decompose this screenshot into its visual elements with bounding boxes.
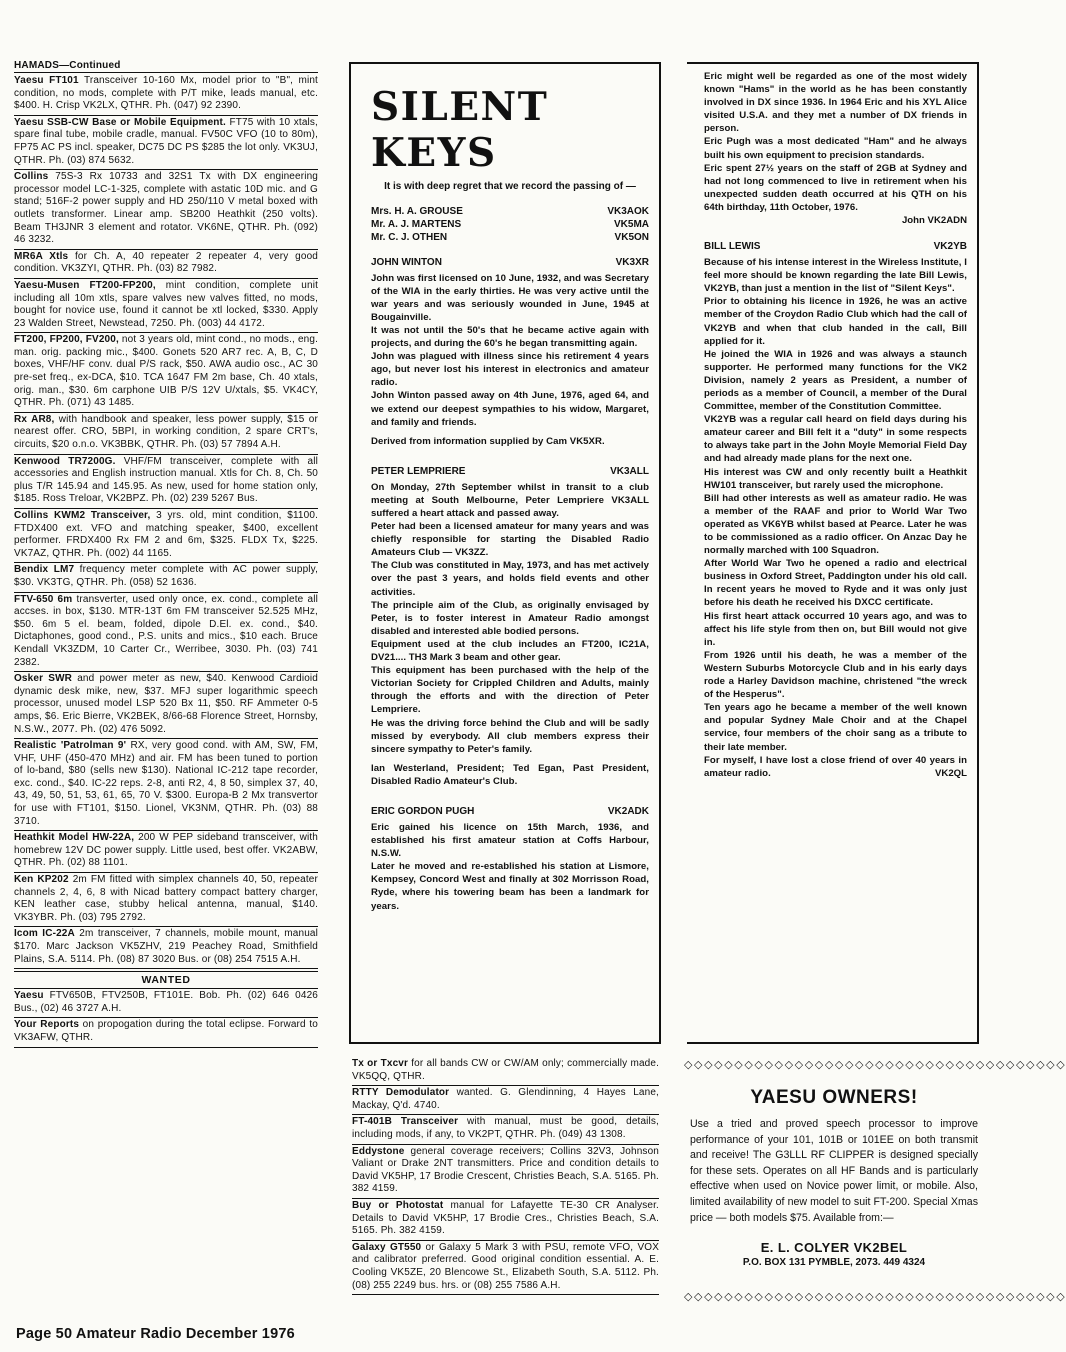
ad-lead: Rx AR8, bbox=[14, 413, 55, 425]
obituary-paragraph: Eric gained his licence on 15th March, 1936, and established his first amateur station at Coffs Harbour, N.S.W. bbox=[371, 821, 649, 860]
silent-keys-box-left bbox=[349, 62, 661, 1044]
wanted-list bbox=[14, 990, 318, 1047]
obituary-paragraph: John Winton passed away on 4th June, 1976, aged 64, and we extend our deepest sympathies to his widow, Margaret, and family and friends. bbox=[371, 390, 649, 428]
obituary-call: VK2YB bbox=[933, 241, 967, 253]
ad-lead: Ken KP202 bbox=[14, 874, 69, 886]
ad-lead: Galaxy GT550 bbox=[352, 1241, 422, 1253]
advert-body: Use a tried and proved speech processor to improve performance of your 101, 101B or 101EE on both transmit and receive! The G3LLL RF CLIPPER is designed specially for these sets. Operates on all HF Bands and is particularly effective when used on Novice power limit, or mobile. Also, limited availability of new model to suit FT-200. Special Xmas price — both models $75. Available from:— bbox=[690, 1118, 978, 1224]
silent-key-name: Mr. C. J. OTHEN bbox=[371, 232, 448, 244]
ad-lead: Realistic 'Patrolman 9' bbox=[14, 740, 127, 752]
obituary-paragraph: John was plagued with illness since his retirement 4 years ago, but never lost his interest in electronics and amateur radio. bbox=[371, 351, 649, 389]
silent-key-entry bbox=[371, 231, 649, 244]
ad-lead: Kenwood TR7200G. bbox=[14, 455, 116, 467]
ad-text: FT75 with 10 xtals, spare final tube, mobile cradle, manual. FV50C VFO (10 to 80m), FP75 AC PS incl. speaker, DC75 DC PS $285 the lot only. VK3UJ, QTHR. Ph. (03) 874 5632. bbox=[14, 116, 318, 166]
classified-ad bbox=[14, 334, 318, 413]
classified-ad bbox=[14, 564, 318, 592]
ad-lead: Buy or Photostat bbox=[352, 1199, 444, 1211]
obituary-name: JOHN WINTON bbox=[371, 256, 442, 268]
silent-key-entry bbox=[371, 218, 649, 231]
obituary-paragraph: His first heart attack occurred 10 years ago, and was to affect his life style from then on, but Bill would not give in. bbox=[704, 610, 967, 648]
obituary-paragraph: Prior to obtaining his licence in 1926, he was an active member of the Croydon Radio Club which had the call of VK2YB and when that club handed in the call, Bill applied for it. bbox=[704, 296, 967, 347]
obituary-paragraph: He joined the WIA in 1926 and was always a staunch supporter. He performed many functions for the VK2 Division, namely 2 years as President, a number of periods as a member of Council, a member of the Dural Committee, member of the Constitution Committee. bbox=[704, 348, 967, 413]
classified-ad bbox=[14, 740, 318, 831]
silent-key-name: Mr. A. J. MARTENS bbox=[371, 219, 462, 231]
ad-text: 75S-3 Rx 10733 and 32S1 Tx with DX engineering processor model LC-1-325, complete with astatic 10D mic. and G stand; 516F-2 power supply and HD 250/110 V metal boxed with outlets transformer. Linear amp. SB200 Heathkit (250 volts). Beam TH3JNR 3 element and rotator. VK6NE, QTHR. Ph. (092) 46 3232. bbox=[14, 171, 318, 246]
ad-lead: Tx or Txcvr bbox=[352, 1058, 409, 1069]
silent-keys-box-right bbox=[687, 62, 979, 1044]
classified-ad bbox=[14, 171, 318, 250]
ad-text: frequency meter complete with AC power supply, $30. VK3TG, QTHR. Ph. (058) 52 1636. bbox=[14, 564, 318, 588]
ad-lead: MR6A Xtls bbox=[14, 250, 69, 262]
ad-text: manual for Lafayette TE-30 CR Analyser. Details to David VK5HP, 17 Brodie Cres., Christies Beach, S.A. 5165. Ph. 382 4159. bbox=[352, 1199, 659, 1237]
diamond-border: ◇◇◇◇◇◇◇◇◇◇◇◇◇◇◇◇◇◇◇◇◇◇◇◇◇◇◇◇◇◇◇◇◇◇◇◇◇◇ bbox=[684, 1059, 1066, 1071]
classified-ad bbox=[14, 874, 318, 927]
ad-text: RX, very good cond. with AM, SW, FM, VHF, UHF (450-470 MHz) and air. FM has been tuned to portion of lo-band, $80 (sells new $130). National IC-212 tape recorder, exc. cond., $40. IC-22 reps. 2-8, anti R2, 4, 8 50, simplex 37, 40, 43, 49, 50, 51, 53, 61, 65, 70 V. $300. Europa-B 2 Mx transvertor for use with FT101, $150. Lionel, VK3NM, QTHR. Ph. (03) 88 3710. bbox=[14, 740, 319, 827]
classified-ad bbox=[14, 673, 318, 739]
classified-ad bbox=[352, 1200, 659, 1241]
ad-text: 2m FM fitted with simplex channels 40, 50, repeater channels 2, 4, 6, 8 with Nicad battery compact battery charger, KEN leather case, stubby helical antenna, manual, $140. VK3YBR. Ph. (03) 795 2792. bbox=[14, 874, 318, 923]
ad-lead: Yaesu FT101 bbox=[14, 75, 79, 86]
classified-ad bbox=[14, 594, 318, 673]
ad-text: 3 yrs. old, mint condition, $1100. FTDX400 ext. VFO and matching speaker, $400, excellent performer. FRDX400 Rx FM 2 and 6m, $325. FLDX Tx, $225. VK7AZ, QTHR. Ph. (002) 44 1165. bbox=[14, 510, 318, 559]
ad-text: or Galaxy 5 Mark 3 with PSU, remote VFO, VOX and calibrator preferred. Good original condition essential. A. E. Cooling VK5ZE, 20 Blencowe St., Elizabeth South, S.A. 5112. Ph. (08) 255 2249 bus. hrs. or (08) 255 7586 A.H. bbox=[352, 1241, 660, 1291]
ad-lead: FT-401B Transceiver bbox=[352, 1116, 459, 1128]
ad-lead: Yaesu SSB-CW Base or Mobile Equipment. bbox=[14, 116, 226, 128]
obituary-name: PETER LEMPRIERE bbox=[371, 465, 466, 477]
classified-ad bbox=[14, 1019, 318, 1047]
silent-key-name: Mrs. H. A. GROUSE bbox=[371, 206, 463, 217]
classified-ad bbox=[352, 1116, 659, 1144]
obituary-paragraph: Eric spent 27½ years on the staff of 2GB at Sydney and had not long commenced to live in retirement when his unexpected sudden death occurred at his QTH on his 64th birthday, 11th October, 1976. bbox=[704, 162, 967, 213]
classified-ad bbox=[14, 117, 318, 170]
obituary-paragraph: The Club was constituted in May, 1973, and has met actively over the past 3 years, and holds field events and other activities. bbox=[371, 560, 649, 598]
wanted-heading: WANTED bbox=[14, 971, 318, 989]
silent-key-call: VK5ON bbox=[614, 232, 649, 244]
silent-keys-intro: It is with deep regret that we record the passing of — bbox=[384, 181, 636, 192]
ad-text: and power meter as new, $40. Kenwood Cardioid dynamic desk mike, new, $37. MFJ super logarithmic speech processor, unused model LSP 520 Bx 11, $50. RF Ammeter 0-5 amps, $6. Eric Bierre, VK2BEK, 8/66-68 Florence Street, Hornsby, N.S.W., 2077. Ph. (02) 476 5092. bbox=[14, 673, 318, 735]
ad-text: with handbook and speaker, less power supply, $15 or nearest offer. CRO, 5BPI, in working condition, 2 spare CRT's, circuits, $20 o.n.o. VK3BBK, QTHR. Ph. (03) 57 7894 A.H. bbox=[14, 413, 318, 451]
obituary-signature: John VK2ADN bbox=[901, 215, 967, 227]
obituary-credit: Derived from information supplied by Cam VK5XR. bbox=[371, 435, 605, 447]
obituary-lempriere-text bbox=[371, 481, 649, 756]
hamads-heading: HAMADS—Continued bbox=[14, 60, 318, 73]
obituary-paragraph: Bill had other interests as well as amateur radio. He was a member of the RAAF and prior to World War Two operated as VK6YB whilst based at Pearce. Later he was to be commissioned as a radio officer. On Anzac Day he normally marched with 100 Squadron. bbox=[704, 492, 967, 557]
advert-title: YAESU OWNERS! bbox=[750, 1087, 918, 1108]
ad-text: 2m transceiver, 7 channels, mobile mount, manual $170. Marc Jackson VK5ZHV, 219 Peachey Road, Smithfield Plains, S.A. 5114. Ph. (08) 87 3020 Bus. or (08) 254 7515 A.H. bbox=[14, 928, 318, 965]
ad-text: general coverage receivers; Collins 32V3, Johnson Valiant or Drake 2NT transmitters. Price and condition details to David VK5HP, 17 Brodie Crescent, Christies Beach, S.A. 5165. Ph. 382 4159. bbox=[352, 1145, 659, 1195]
silent-keys-list bbox=[371, 205, 649, 245]
obituary-paragraph: The principle aim of the Club, as originally envisaged by Peter, is to foster interest in Amateur Radio amongst disabled and interested able bodied persons. bbox=[371, 599, 649, 637]
page-footer: Page 50 Amateur Radio December 1976 bbox=[16, 1326, 295, 1342]
advert-seller-address: P.O. BOX 131 PYMBLE, 2073. 449 4324 bbox=[742, 1257, 926, 1269]
classified-ad bbox=[352, 1242, 659, 1295]
classified-ad bbox=[14, 990, 318, 1018]
obituary-pugh-continued bbox=[704, 70, 967, 214]
obituary-paragraph: After World War Two he opened a radio and electrical business in Oxford Street, Paddington under his old call. In recent years he moved to Ryde and it was only just before his death he received his DXCC certificate. bbox=[704, 558, 967, 609]
ad-text: on propogation during the total eclipse. Forward to VK3AFW, QTHR. bbox=[14, 1019, 318, 1043]
ad-text: wanted. G. Glendinning, 4 Hayes Lane, Mackay, Q'd. 4740. bbox=[352, 1087, 659, 1111]
ad-lead: Osker SWR bbox=[14, 673, 73, 685]
ad-lead: Your Reports bbox=[14, 1019, 80, 1031]
obituary-paragraph: John was first licensed on 10 June, 1932, and was Secretary of the WIA in the early thirties. He was very active until the war years and was seriously wounded in June, 1945 at Bougainville. bbox=[371, 272, 649, 323]
obituary-paragraph: Later he moved and re-established his station at Lismore, Kempsey, Concord West and finally at 302 Morrisson Road, Ryde, where his towering beam has been a landmark for years. bbox=[371, 861, 649, 912]
obituary-paragraph: He was the driving force behind the Club and will be sadly missed by everybody. All club members express their sincere sympathy to Peter's family. bbox=[371, 717, 649, 755]
ad-text: VHF/FM transceiver, complete with all accessories and English instruction manual. Xtls for Ch. 8, Ch. 50 plus T/R 145.94 and 145.95. As new, used for home station only, $185. Ross Treloar, VK2BPZ. Ph. (02) 239 5267 Bus. bbox=[14, 455, 318, 505]
obituary-paragraph: This equipment has been purchased with the help of the Victorian Society for Crippled Children and Adults, mainly through the efforts and with the direction of Peter Lempriere. bbox=[371, 665, 649, 716]
ad-text: not 3 years old, mint cond., no mods., eng. man. orig. packing mic., $400. Gonets 520 AR7 rec. A, B, C, D boxes, VHF/HF conv. dual P/S rack, $50. AWA audio osc., AC 30 pre-set freq., ex-DCA, $10. TCA 1647 FM 2m base, Ch. 40 xtals, orig. man., $30. 6m carphone UIB P/S 12V U/xtals, $5. VK4CY, QTHR. Ph. (071) 43 1485. bbox=[14, 334, 319, 409]
classified-ad bbox=[14, 456, 318, 509]
obituary-paragraph: For myself, I have lost a close friend of over 40 years in amateur radio. bbox=[704, 754, 967, 779]
classified-ad bbox=[352, 1087, 659, 1115]
obituary-call: VK3ALL bbox=[610, 465, 649, 477]
classified-ad bbox=[352, 1058, 659, 1086]
obituary-name: BILL LEWIS bbox=[704, 241, 761, 253]
obituary-paragraph: Eric might well be regarded as one of the most widely known "Hams" in the world as he has been constantly involved in DX since 1936. In 1964 Eric and his XYL Alice visited U.S.A. and they met a number of DX friends in person. bbox=[704, 71, 967, 135]
obituary-credit: Ian Westerland, President; Ted Egan, Past President, Disabled Radio Amateur's Club. bbox=[371, 762, 649, 787]
hamads-list bbox=[14, 75, 318, 969]
advert-seller-name: E. L. COLYER VK2BEL bbox=[760, 1240, 908, 1256]
hamads-column bbox=[14, 60, 318, 1049]
ad-text: for Ch. A, 40 repeater 2 repeater 4, very good condition. VK3ZYI, QTHR. Ph. (03) 82 7982. bbox=[14, 250, 318, 275]
classified-ad bbox=[352, 1146, 659, 1199]
ad-text: Transceiver 10-160 Mx, model prior to "B", mint condition, no mods, complete with P/T mike, leads manual, etc. $400. H. Crisp VK2LX, QTHR. Ph. (047) 92 2390. bbox=[14, 75, 318, 112]
obituary-name: ERIC GORDON PUGH bbox=[371, 805, 475, 817]
ad-text: 200 W PEP sideband transceiver, with homebrew 12V DC power supply. Little used, best offer. VK2ABW, QTHR. Ph. (02) 88 1101. bbox=[14, 832, 318, 869]
obituary-paragraph: Because of his intense interest in the Wireless Institute, I feel more should be known regarding the late Bill Lewis, VK2YB, than just a mention in the list of "Silent Keys". bbox=[704, 257, 967, 295]
obituary-winton-text bbox=[371, 272, 649, 429]
classified-ad bbox=[14, 251, 318, 279]
ad-lead: Icom IC-22A bbox=[14, 928, 75, 940]
ad-lead: Yaesu bbox=[14, 990, 44, 1002]
ad-lead: Eddystone bbox=[352, 1145, 405, 1157]
ad-lead: FT200, FP200, FV200, bbox=[14, 334, 119, 346]
classified-ad bbox=[14, 414, 318, 455]
silent-key-call: VK5MA bbox=[613, 219, 649, 231]
obituary-paragraph: Peter had been a licensed amateur for many years and was chiefly responsible for starting the Disabled Radio Amateurs Club — VK3ZZ. bbox=[371, 521, 649, 559]
classified-ad bbox=[14, 280, 318, 333]
ad-lead: Collins bbox=[14, 171, 49, 183]
obituary-paragraph: VK2YB was a regular call heard on field days during his amateur career and Bill felt it a "duty" in some respects to always take part in the John Moyle Memorial Field Day and had already made plans for the next one. bbox=[704, 414, 967, 465]
ad-lead: Yaesu-Musen FT200-FP200, bbox=[14, 279, 156, 291]
yaesu-owners-advert bbox=[684, 1058, 1066, 1304]
ad-text: mint condition, complete unit including all 10m xtls, spare valves new valves fitted, no mods, bought for novice use, found it cannot be xtl locked, $330. Apply 23 Walden Street, Newstead, 7250. Ph. (003) 44 4172. bbox=[14, 279, 318, 329]
ad-text: with manual, must be good, details, including mods, if any, to VK2PT, QTHR. Ph. (049) 43 1308. bbox=[352, 1116, 659, 1140]
silent-key-entry bbox=[371, 205, 649, 218]
ad-lead: RTTY Demodulator bbox=[352, 1087, 450, 1099]
silent-key-call: VK3AOK bbox=[607, 206, 649, 217]
obituary-paragraph: On Monday, 27th September whilst in transit to a club meeting at South Melbourne, Peter Lempriere VK3ALL suffered a heart attack and passed away. bbox=[371, 481, 649, 520]
ad-lead: Collins KWM2 Transceiver, bbox=[14, 510, 151, 521]
silent-keys-title: SILENT KEYS bbox=[371, 84, 549, 176]
obituary-paragraph: His interest was CW and only recently built a Heathkit HW101 transceiver, but rarely used the microphone. bbox=[704, 466, 967, 491]
obituary-signature: VK2QL bbox=[935, 767, 967, 779]
obituary-heading bbox=[371, 466, 649, 477]
obituary-paragraph: From 1926 until his death, he was a member of the Western Suburbs Motorcycle Club and in his early days rode a Harley Davidson machine, christened "the wreck of the Hesperus". bbox=[704, 649, 967, 701]
obituary-paragraph: It was not until the 50's that he became active again with projects, and during the 60's he began transmitting again. bbox=[371, 324, 649, 350]
classified-ad bbox=[14, 510, 318, 563]
diamond-border: ◇◇◇◇◇◇◇◇◇◇◇◇◇◇◇◇◇◇◇◇◇◇◇◇◇◇◇◇◇◇◇◇◇◇◇◇◇◇ bbox=[684, 1291, 1066, 1304]
obituary-call: VK3XR bbox=[615, 256, 649, 268]
ad-lead: Heathkit Model HW-22A, bbox=[14, 832, 135, 844]
obituary-paragraph: Eric Pugh was a most dedicated "Ham" and he always built his own equipment to precision standards. bbox=[704, 136, 967, 161]
ad-text: FTV650B, FTV250B, FT101E. Bob. Ph. (02) 646 0426 Bus., (02) 46 3727 A.H. bbox=[14, 990, 318, 1014]
obituary-call: VK2ADK bbox=[607, 805, 649, 817]
obituary-paragraph: Ten years ago he became a member of the well known and popular Sydney Male Choir and at the Chapel service, four members of the choir sang as a tribute to their late member. bbox=[704, 702, 967, 753]
classified-ad bbox=[14, 75, 318, 116]
classified-ad bbox=[14, 832, 318, 873]
obituary-heading bbox=[371, 806, 649, 817]
ad-lead: Bendix LM7 bbox=[14, 564, 75, 576]
obituary-heading bbox=[704, 241, 967, 252]
obituary-lewis-text bbox=[704, 256, 967, 780]
ad-text: for all bands CW or CW/AM only; commercially made. VK5QQ, QTHR. bbox=[352, 1058, 660, 1082]
obituary-pugh-text bbox=[371, 821, 649, 913]
wanted-ads-column bbox=[352, 1058, 659, 1296]
obituary-heading bbox=[371, 257, 649, 268]
obituary-paragraph: Equipment used at the club includes an FT200, IC21A, DV21.... TH3 Mark 3 beam and other gear. bbox=[371, 638, 649, 664]
ad-lead: FTV-650 6m bbox=[14, 593, 73, 605]
classified-ad bbox=[14, 928, 318, 969]
ad-text: transverter, used only once, ex. cond., complete all accses. in box, $130. MTR-13T 6m FM transceiver 52.525 MHz, $50. 6m 5 el. beam, folded, dipole D.El. ex. cond., $40. Dictaphones, good cond., P.S. units and mics., $10 each. Bruce Kendall VK3ZDM, 10 Carter Cr., Werribee, 3030. Ph. (03) 741 2382. bbox=[14, 593, 318, 668]
